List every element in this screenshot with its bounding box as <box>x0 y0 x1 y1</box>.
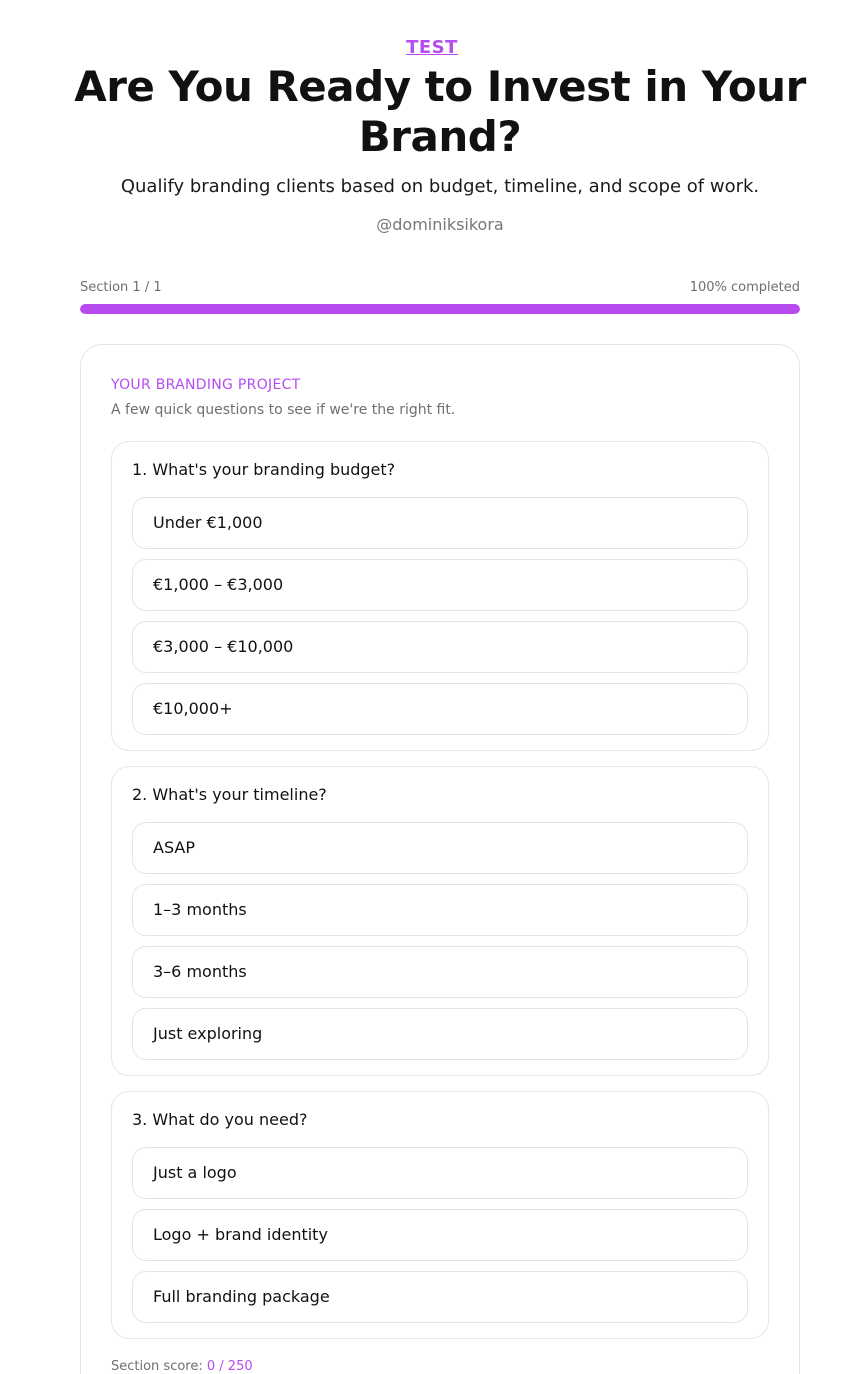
progress-meta <box>80 280 800 295</box>
option-label: €1,000 – €3,000 <box>153 575 284 594</box>
section-card <box>80 344 800 1374</box>
option-label: Just exploring <box>153 1024 263 1043</box>
option-full-branding-package[interactable] <box>132 1271 748 1323</box>
option-just-exploring[interactable] <box>132 1008 748 1060</box>
question-text: 2. What's your timeline? <box>132 785 327 804</box>
question-scope <box>111 1091 769 1339</box>
option-3000-10000[interactable] <box>132 621 748 673</box>
score-label: Section score: <box>111 1359 203 1374</box>
option-1000-3000[interactable] <box>132 559 748 611</box>
option-label: Full branding package <box>153 1287 330 1306</box>
option-label: Logo + brand identity <box>153 1225 328 1244</box>
question-text: 1. What's your branding budget? <box>132 460 396 479</box>
progress-bar <box>80 304 800 314</box>
score-value: 0 / 250 <box>206 1359 253 1374</box>
section-counter: Section 1 / 1 <box>80 280 162 295</box>
question-budget <box>111 441 769 751</box>
option-label: 1–3 months <box>153 900 247 919</box>
option-logo-brand-identity[interactable] <box>132 1209 748 1261</box>
option-under-1000[interactable] <box>132 497 748 549</box>
section-score <box>111 1359 253 1374</box>
option-1-3-months[interactable] <box>132 884 748 936</box>
test-link[interactable]: TEST <box>406 37 458 58</box>
option-asap[interactable] <box>132 822 748 874</box>
option-3-6-months[interactable] <box>132 946 748 998</box>
option-just-logo[interactable] <box>132 1147 748 1199</box>
option-label: 3–6 months <box>153 962 247 981</box>
option-label: ASAP <box>153 838 195 857</box>
option-label: €3,000 – €10,000 <box>153 637 294 656</box>
question-text: 3. What do you need? <box>132 1110 308 1129</box>
option-label: €10,000+ <box>153 699 233 718</box>
author-handle: @dominiksikora <box>376 215 504 234</box>
completion-label: 100% completed <box>689 280 800 295</box>
option-10000-plus[interactable] <box>132 683 748 735</box>
question-timeline <box>111 766 769 1076</box>
option-label: Under €1,000 <box>153 513 263 532</box>
section-title: YOUR BRANDING PROJECT <box>111 377 301 393</box>
progress-fill <box>80 304 800 314</box>
page-subtitle: Qualify branding clients based on budget, timeline, and scope of work. <box>120 176 760 197</box>
page-title: Are You Ready to Invest in Your Brand? <box>74 62 806 161</box>
section-description: A few quick questions to see if we're the right fit. <box>111 402 456 418</box>
option-label: Just a logo <box>153 1163 237 1182</box>
